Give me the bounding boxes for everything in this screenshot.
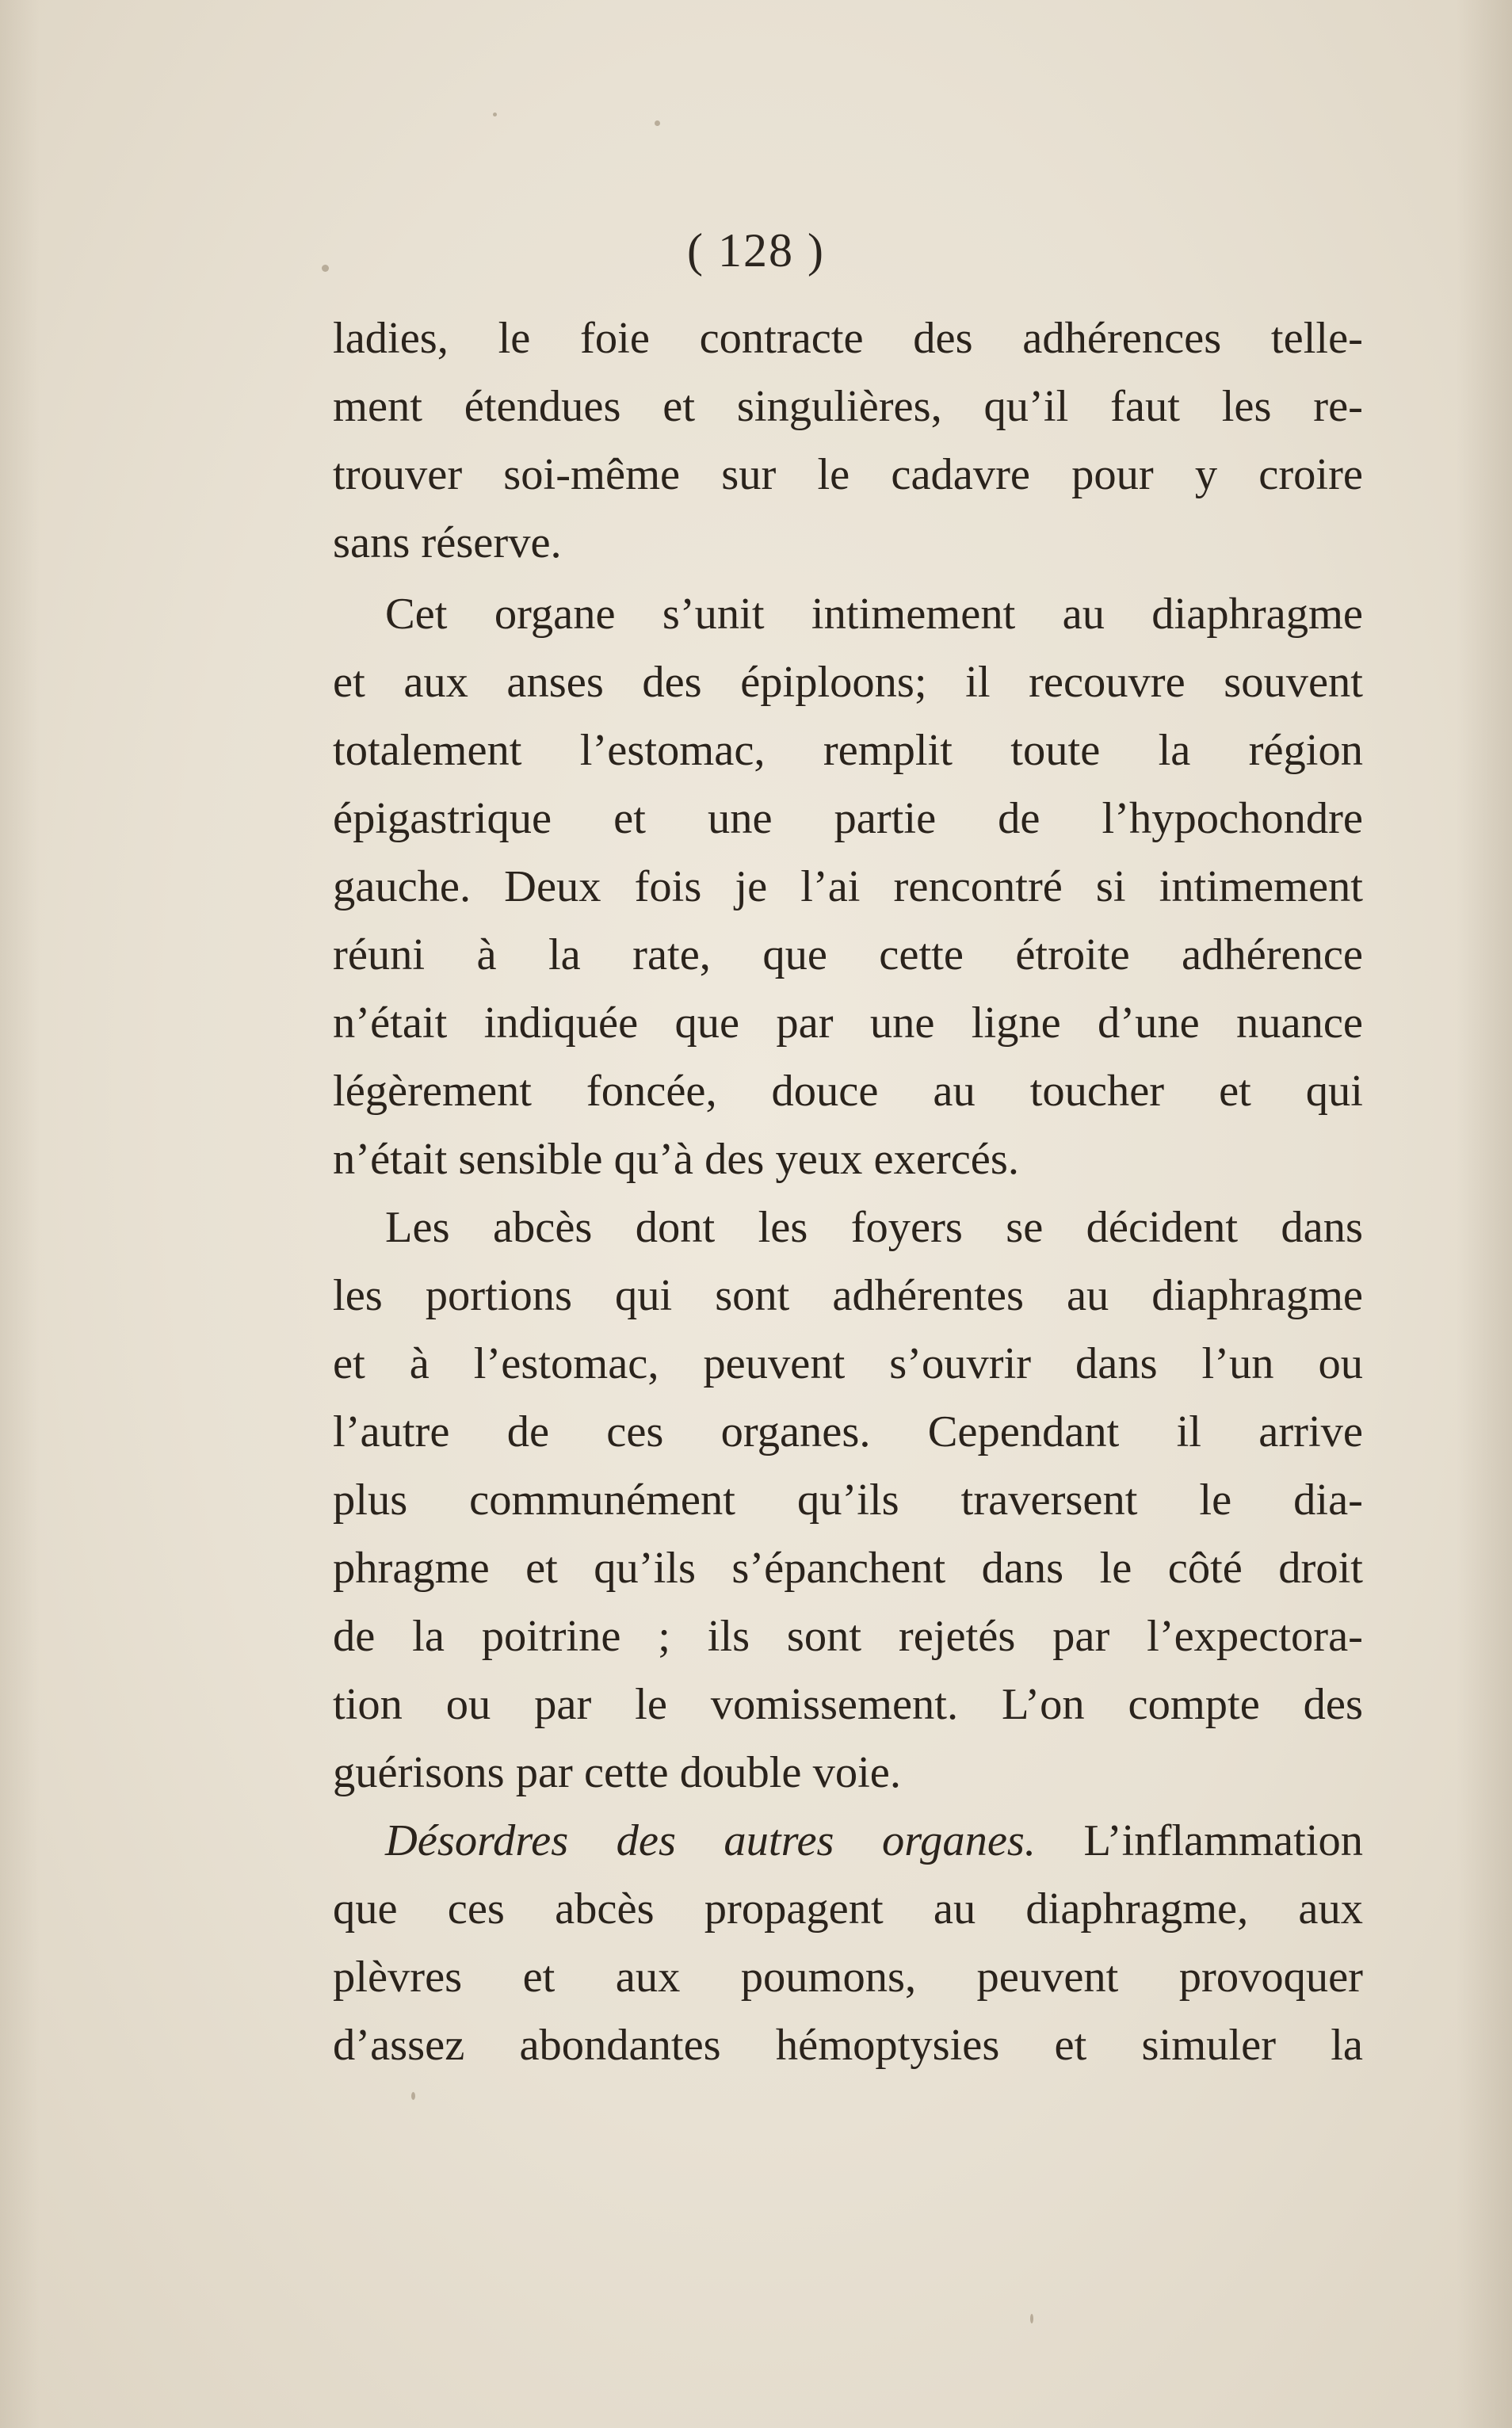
section-heading: Désordres des autres organes. [385,1816,1037,1865]
text-line [333,1807,1363,1875]
text-line: de la poitrine ; ils sont rejetés par l’expectora- [333,1612,1363,1661]
text-line: n’était indiquée que par une ligne d’une nuance [333,998,1363,1048]
text-line: et à l’estomac, peuvent s’ouvrir dans l’un ou [333,1339,1363,1388]
text-line: ladies, le foie contracte des adhérences telle- [333,314,1363,363]
text-line: Cet organe s’unit intimement au diaphragme [385,590,1363,639]
text-line: gauche. Deux fois je l’ai rencontré si intimement [333,862,1363,911]
text-line: Les abcès dont les foyers se décident dans [385,1203,1363,1252]
text-line: et aux anses des épiploons; il recouvre souvent [333,658,1363,707]
text-line: plus communément qu’ils traversent le dia- [333,1476,1363,1525]
paper-speck [1030,2314,1033,2323]
text-fragment: L’inflammation [1036,1816,1363,1865]
text-line: phragme et qu’ils s’épanchent dans le côté droit [333,1544,1363,1593]
text-line: d’assez abondantes hémoptysies et simuler la [333,2021,1363,2070]
text-line: épigastrique et une partie de l’hypochondre [333,794,1363,843]
text-line: les portions qui sont adhérentes au diaphragme [333,1271,1363,1320]
text-line: guérisons par cette double voie. [333,1748,902,1797]
text-line: totalement l’estomac, remplit toute la région [333,726,1363,775]
text-line: trouver soi-même sur le cadavre pour y croire [333,450,1363,499]
page-number: ( 128 ) [687,224,825,277]
paper-speck [655,120,660,126]
paper-speck [411,2092,415,2100]
paper-speck [493,113,497,116]
text-line: l’autre de ces organes. Cependant il arrive [333,1407,1363,1456]
page-edge-shadow-left [0,0,40,2428]
text-line: tion ou par le vomissement. L’on compte des [333,1680,1363,1729]
body-text [333,304,1363,2079]
page-edge-shadow-right [1457,0,1512,2428]
text-line: que ces abcès propagent au diaphragme, aux [333,1884,1363,1934]
text-line: n’était sensible qu’à des yeux exercés. [333,1135,1019,1184]
text-line: réuni à la rate, que cette étroite adhérence [333,930,1363,979]
text-line: ment étendues et singulières, qu’il faut les re- [333,382,1363,431]
text-line: plèvres et aux poumons, peuvent provoquer [333,1953,1363,2002]
text-line: légèrement foncée, douce au toucher et qui [333,1067,1363,1116]
text-line: sans réserve. [333,518,562,567]
